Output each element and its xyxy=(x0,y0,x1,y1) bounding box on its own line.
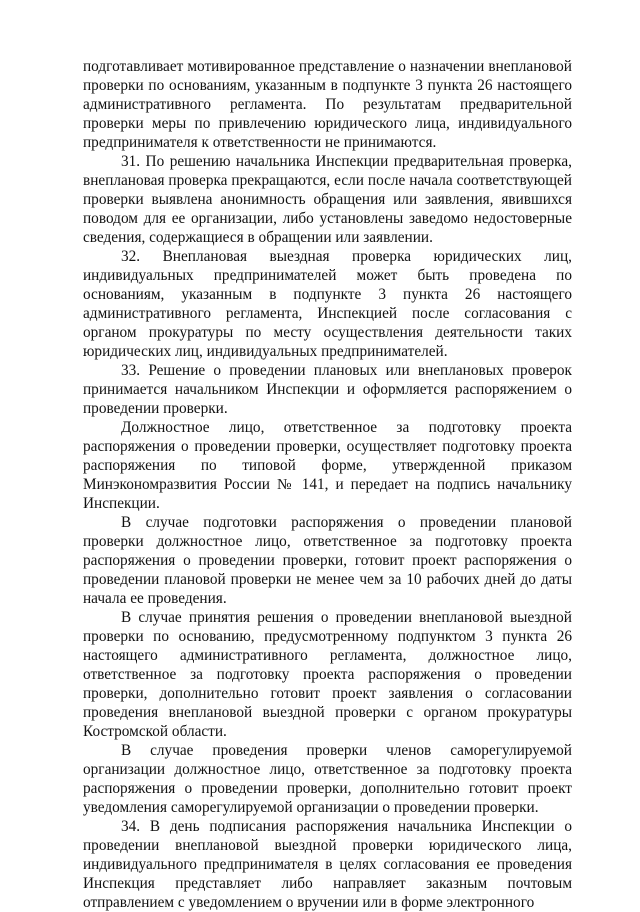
paragraph-33: 33. Решение о проведении плановых или внеплановых проверок принимается начальником Инспекции и оформляется распоряжением о проведении проверки. xyxy=(83,362,572,417)
paragraph-34: 34. В день подписания распоряжения начальника Инспекции о проведении внеплановой выездной проверки юридического лица, индивидуального предпринимателя в целях согласования ее проведения Инспекция представляет либо направляет заказным почтовым отправлением с уведомлением о вручении или в форме электронного xyxy=(83,818,572,911)
paragraph-33-planned: В случае подготовки распоряжения о проведении плановой проверки должностное лицо, ответственное за подготовку проекта распоряжения о проведении проверки, готовит проект распоряжения о проведении плановой проверки не менее чем за 10 рабочих дней до даты начала ее проведения. xyxy=(83,514,572,607)
document-body xyxy=(83,57,572,912)
paragraph-33-sro: В случае проведения проверки членов саморегулируемой организации должностное лицо, ответственное за подготовку проекта распоряжения о проведении проверки, дополнительно готовит проект уведомления саморегулируемой организации о проведении проверки. xyxy=(83,742,572,816)
paragraph-continuation: подготавливает мотивированное представление о назначении внеплановой проверки по основаниям, указанным в подпункте 3 пункта 26 настоящего административного регламента. По результатам предварительной проверки меры по привлечению юридического лица, индивидуального предпринимателя к ответственности не принимаются. xyxy=(83,58,572,151)
paragraph-33-unplanned: В случае принятия решения о проведении внеплановой выездной проверки по основанию, предусмотренному подпунктом 3 пункта 26 настоящего административного регламента, должностное лицо, ответственное за подготовку проекта распоряжения о проведении проверки, дополнительно готовит проект заявления о согласовании проведения внеплановой выездной проверки с органом прокуратуры Костромской области. xyxy=(83,609,572,740)
paragraph-33-official: Должностное лицо, ответственное за подготовку проекта распоряжения о проведении проверки, осуществляет подготовку проекта распоряжения по типовой форме, утвержденной приказом Минэкономразвития России № 141, и передает на подпись начальнику Инспекции. xyxy=(83,419,572,512)
paragraph-32: 32. Внеплановая выездная проверка юридических лиц, индивидуальных предпринимателей может быть проведена по основаниям, указанным в подпункте 3 пункта 26 настоящего административного регламента, Инспекцией после согласования с органом прокуратуры по месту осуществления деятельности таких юридических лиц, индивидуальных предпринимателей. xyxy=(83,248,572,360)
paragraph-31: 31. По решению начальника Инспекции предварительная проверка, внеплановая проверка прекращаются, если после начала соответствующей проверки выявлена анонимность обращения или заявления, явившихся поводом для ее организации, либо установлены заведомо недостоверные сведения, содержащиеся в обращении или заявлении. xyxy=(83,153,572,246)
